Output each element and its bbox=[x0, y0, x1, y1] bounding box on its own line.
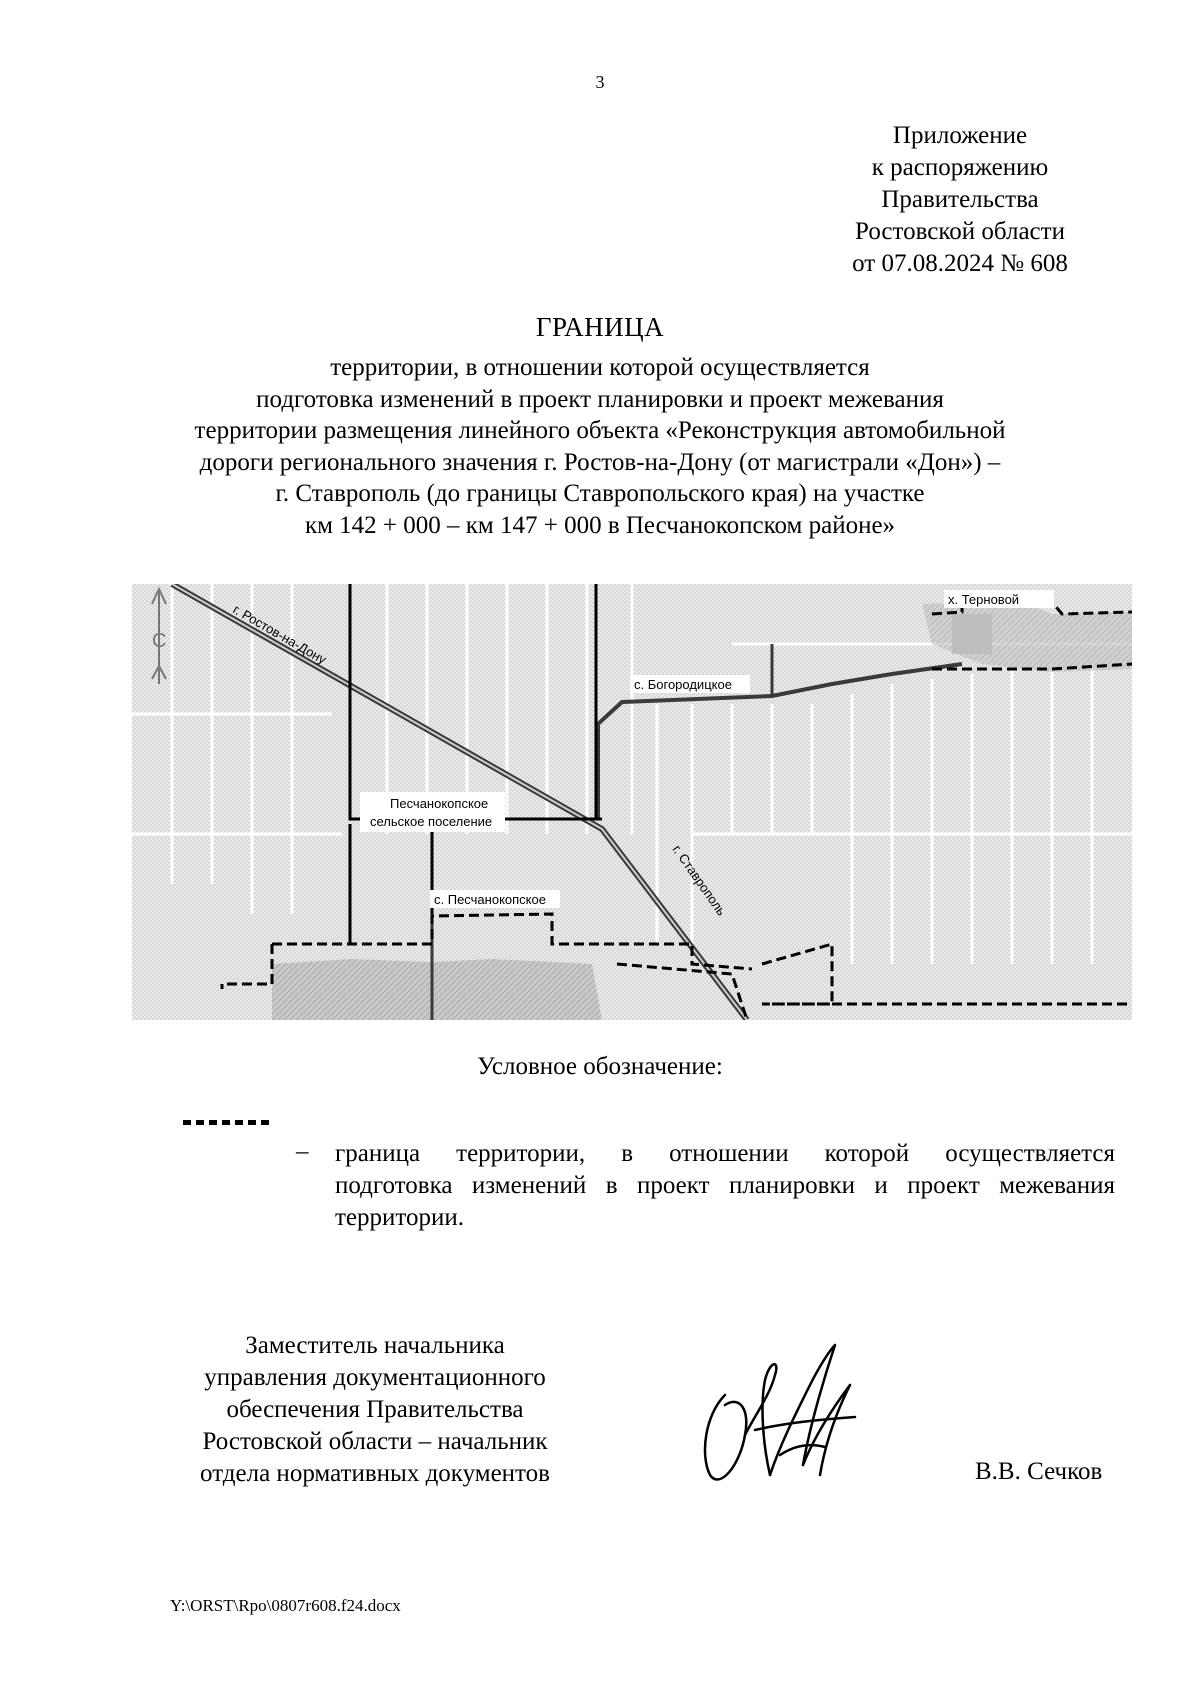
subtitle-line: км 142 + 000 – км 147 + 000 в Песчанокопском районе» bbox=[304, 511, 896, 539]
label-bogoroditskoe: с. Богородицкое bbox=[634, 677, 732, 692]
subtitle-line: территории размещения линейного объекта «Реконструкция автомобильной bbox=[194, 417, 1006, 444]
file-path: Y:\ORST\Rpo\0807r608.f24.docx bbox=[170, 1596, 401, 1615]
legend-title: Условное обозначение: bbox=[477, 1053, 723, 1080]
north-letter: С bbox=[152, 630, 167, 652]
subtitle-line: подготовка изменений в проект планировки и проект межевания bbox=[256, 385, 944, 413]
legend-line: подготовка изменений в проект планировки и проект межевания bbox=[335, 1172, 1115, 1199]
signer-line: отдела нормативных документов bbox=[200, 1460, 550, 1487]
appendix-block bbox=[810, 120, 1110, 280]
legend-dash: – bbox=[296, 1138, 309, 1165]
legend-line: территории. bbox=[335, 1204, 465, 1231]
signature bbox=[685, 1335, 875, 1495]
label-rostov: г. Ростов-на-Дону bbox=[230, 601, 330, 668]
label-settlement-line1: Песчанокопское bbox=[390, 796, 489, 811]
signer-name: В.В. Сечков bbox=[975, 1458, 1103, 1485]
territory-map bbox=[132, 584, 1132, 1020]
appendix-line: Ростовской области bbox=[855, 218, 1065, 245]
subtitle-line: территории, в отношении которой осуществляется bbox=[330, 354, 870, 381]
appendix-line: к распоряжению bbox=[871, 154, 1049, 181]
signer-line: управления документационного bbox=[204, 1364, 546, 1391]
label-stavropol: г. Ставрополь bbox=[669, 842, 730, 919]
signer-line: Ростовской области – начальник bbox=[202, 1428, 548, 1455]
legend-description bbox=[335, 1138, 1115, 1234]
label-ternovoy: х. Терновой bbox=[948, 592, 1020, 607]
signer-line: Заместитель начальника bbox=[245, 1332, 505, 1359]
legend-line: граница территории, в отношении которой осуществляется bbox=[335, 1140, 1115, 1167]
appendix-line: Правительства bbox=[881, 186, 1039, 213]
subtitle-line: г. Ставрополь (до границы Ставропольского края) на участке bbox=[275, 480, 925, 507]
label-peschanokopskoe: с. Песчанокопское bbox=[434, 892, 546, 907]
document-subtitle bbox=[100, 352, 1100, 541]
subtitle-line: дороги регионального значения г. Ростов-на-Дону (от магистрали «Дон») – bbox=[199, 448, 1001, 476]
signer-position bbox=[150, 1330, 600, 1490]
legend-boundary-symbol bbox=[183, 1120, 271, 1125]
appendix-line: от 07.08.2024 № 608 bbox=[852, 250, 1068, 277]
page-number: 3 bbox=[595, 72, 605, 92]
document-title: ГРАНИЦА bbox=[535, 312, 665, 342]
signer-line: обеспечения Правительства bbox=[226, 1396, 524, 1423]
label-settlement-line2: сельское поселение bbox=[370, 814, 493, 829]
appendix-line: Приложение bbox=[892, 122, 1028, 149]
